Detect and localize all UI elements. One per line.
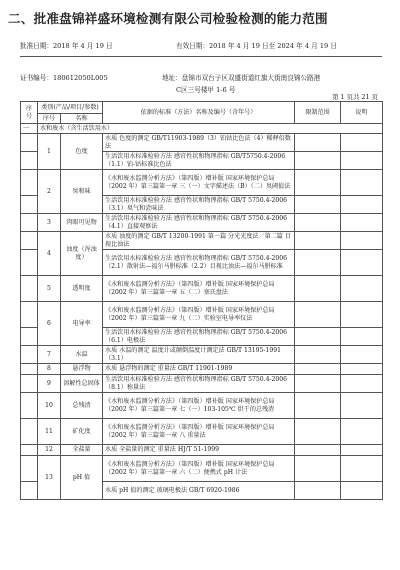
row-blank [21, 196, 38, 214]
item-number: 6 [38, 302, 61, 346]
table-row [21, 393, 383, 419]
row-blank [21, 393, 38, 419]
note-cell [341, 419, 383, 445]
certificate-number: 证书编号：180612050L005 [20, 74, 108, 82]
limit-cell [295, 276, 341, 302]
limit-cell [295, 346, 341, 364]
section-name: 水和废水（含生活饮用水） [38, 124, 383, 134]
row-blank [21, 302, 38, 328]
limit-cell [295, 445, 341, 456]
row-blank [21, 482, 38, 500]
item-number: 12 [38, 445, 61, 456]
item-number: 5 [38, 276, 61, 302]
capability-table [20, 101, 383, 500]
method-text: 生活饮用水标准检验方法 感官性状和物理指标 GB/T 5750.4-2006（6.1）电极法 [103, 328, 295, 346]
table-row [21, 214, 383, 232]
method-text: 生活饮用水标准检验方法 感官性状和物理指标 GB/T 5750.4-2006（3.1）臭气和尝味法 [103, 196, 295, 214]
method-text: 水质 悬浮物的测定 重量法 GB/T 11901-1989 [103, 364, 295, 375]
note-cell [341, 250, 383, 276]
limit-cell [295, 456, 341, 482]
page-number: 第 1 页共 21 页 [332, 93, 378, 101]
item-number: 13 [38, 456, 61, 500]
row-blank [21, 445, 38, 456]
row-blank [21, 152, 38, 170]
header-rule-1 [20, 56, 382, 57]
header-col-category: 类别(产品/项目/参数) [38, 102, 103, 114]
row-blank [21, 276, 38, 302]
table-row [21, 456, 383, 482]
limit-cell [295, 393, 341, 419]
note-cell [341, 393, 383, 419]
row-blank [21, 364, 38, 375]
table-row [21, 276, 383, 302]
header-col-method: 依据的标准（方法）名称及编号（含年号） [103, 102, 295, 124]
item-name: 全盐量 [61, 445, 103, 456]
item-name: 透明度 [61, 276, 103, 302]
note-cell [341, 302, 383, 328]
note-cell [341, 170, 383, 196]
item-name: 溶解性总固体 [61, 375, 103, 393]
method-text: 水质 水温的测定 温度计或颠倒温度计测定法 GB/T 13195-1991（3.1） [103, 346, 295, 364]
limit-cell [295, 302, 341, 328]
limit-cell [295, 134, 341, 152]
method-text: 生活饮用水标准检验方法 感官性状和物理指标 GB/T 5750.4-2006（4.1）直接观察法 [103, 214, 295, 232]
limit-cell [295, 482, 341, 500]
table-row [21, 419, 383, 445]
row-blank [21, 346, 38, 364]
note-cell [341, 152, 383, 170]
header-col-note: 说明 [341, 102, 383, 124]
method-text: 水质 全盐量的测定 重量法 HJ/T 51-1999 [103, 445, 295, 456]
method-text: 《水和废水监测分析方法》（第四版）增补版 国家环境保护总局（2002 年）第三篇第一章 七（一）103-105℃ 烘干的总残渣 [103, 393, 295, 419]
row-blank [21, 134, 38, 152]
table-row [21, 134, 383, 152]
item-name: 水温 [61, 346, 103, 364]
item-name: 矿化度 [61, 419, 103, 445]
note-cell [341, 328, 383, 346]
method-text: 《水和废水监测分析方法》（第四版）增补版 国家环境保护总局（2002 年）第三篇第一章 六（二）便携式 pH 计法 [103, 456, 295, 482]
method-text: 《水和废水监测分析方法》（第四版）增补版 国家环境保护总局（2002 年）第三篇第一章 八 重量法 [103, 419, 295, 445]
limit-cell [295, 364, 341, 375]
limit-cell [295, 196, 341, 214]
item-name: pH 值 [61, 456, 103, 500]
table-header-row [21, 102, 383, 114]
limit-cell [295, 250, 341, 276]
item-number: 4 [38, 232, 61, 276]
note-cell [341, 134, 383, 152]
method-text: 《水和废水监测分析方法》（第四版）增补版 国家环境保护总局（2002 年）第三篇第一章 三（一）文字描述法（B）（二）臭阈值法 [103, 170, 295, 196]
method-text: 生活饮用水标准检验方法 感官性状和物理指标 GB/T5750.4-2006（1.1）铂-钴标准比色法 [103, 152, 295, 170]
method-text: 生活饮用水标准检验方法 感官性状和物理指标 GB/T 5750.4-2006（2.1）散射法—福尔马肼标准（2.2）目视比浊法—福尔马肼标准 [103, 250, 295, 276]
item-number: 3 [38, 214, 61, 232]
table-row [21, 232, 383, 250]
limit-cell [295, 214, 341, 232]
limit-cell [295, 328, 341, 346]
note-cell [341, 364, 383, 375]
item-name: 色度 [61, 134, 103, 170]
note-cell [341, 482, 383, 500]
table-row [21, 346, 383, 364]
table-row [21, 375, 383, 393]
method-text: 生活饮用水标准检验方法 感官性状和物理指标 GB/T 5750.4-2006（8.1）称量法 [103, 375, 295, 393]
item-name: 总残渣 [61, 393, 103, 419]
limit-cell [295, 152, 341, 170]
method-text: 水质 浊度的测定 GB/T 13200-1991 第一篇 分光光度法／第二篇 目视比浊法 [103, 232, 295, 250]
method-text: 水质 pH 值的测定 玻璃电极法 GB/T 6920-1986 [103, 482, 295, 500]
table-row [21, 445, 383, 456]
item-number: 2 [38, 170, 61, 214]
item-name: 浊度（浑浊度） [61, 232, 103, 276]
item-name: 臭和味 [61, 170, 103, 214]
method-text: 《水和废水监测分析方法》（第四版）增补版 国家环境保护总局（2002 年）第三篇第一章 九（二）实验室电导率仪法 [103, 302, 295, 328]
method-text: 水质 色度的测定 GB/T11903-1989（3）铂钴比色法（4）稀释倍数法 [103, 134, 295, 152]
item-number: 11 [38, 419, 61, 445]
item-number: 8 [38, 364, 61, 375]
row-blank [21, 250, 38, 276]
note-cell [341, 456, 383, 482]
note-cell [341, 375, 383, 393]
validity-period: 有效日期：2018 年 4 月 19 日至 2024 年 4 月 19 日 [176, 42, 337, 50]
row-blank [21, 328, 38, 346]
row-blank [21, 375, 38, 393]
address-line-1: 地址：盘锦市双台子区双盛街道红旗大街南良锦公路港 [162, 74, 321, 82]
item-number: 1 [38, 134, 61, 170]
header-sub-index: 序号 [38, 114, 61, 124]
note-cell [341, 445, 383, 456]
note-cell [341, 196, 383, 214]
header-col-limit: 限制范围 [295, 102, 341, 124]
table-row [21, 364, 383, 375]
note-cell [341, 232, 383, 250]
item-name: 肉眼可见物 [61, 214, 103, 232]
header-sub-name: 名称 [61, 114, 103, 124]
page-title: 二、批准盘锦祥盛环境检测有限公司检验检测的能力范围 [8, 11, 328, 26]
limit-cell [295, 232, 341, 250]
note-cell [341, 276, 383, 302]
item-number: 10 [38, 393, 61, 419]
note-cell [341, 346, 383, 364]
item-number: 7 [38, 346, 61, 364]
row-blank [21, 214, 38, 232]
limit-cell [295, 419, 341, 445]
item-name: 悬浮物 [61, 364, 103, 375]
approval-date: 批准日期：2018 年 4 月 19 日 [20, 42, 113, 50]
table-row [21, 170, 383, 196]
row-blank [21, 419, 38, 445]
method-text: 《水和废水监测分析方法》（第四版）增补版 国家环境保护总局（2002 年）第三篇第一章 五（二）塞氏盘法 [103, 276, 295, 302]
item-number: 9 [38, 375, 61, 393]
limit-cell [295, 170, 341, 196]
header-col-index: 序号 [21, 102, 38, 124]
address-line-2: C区三号楼甲 1-6 号 [176, 86, 236, 94]
table-row [21, 302, 383, 328]
row-blank [21, 456, 38, 482]
row-blank [21, 170, 38, 196]
section-row [21, 124, 383, 134]
item-name: 电导率 [61, 302, 103, 346]
note-cell [341, 214, 383, 232]
section-number: 一 [21, 124, 38, 134]
row-blank [21, 232, 38, 250]
limit-cell [295, 375, 341, 393]
